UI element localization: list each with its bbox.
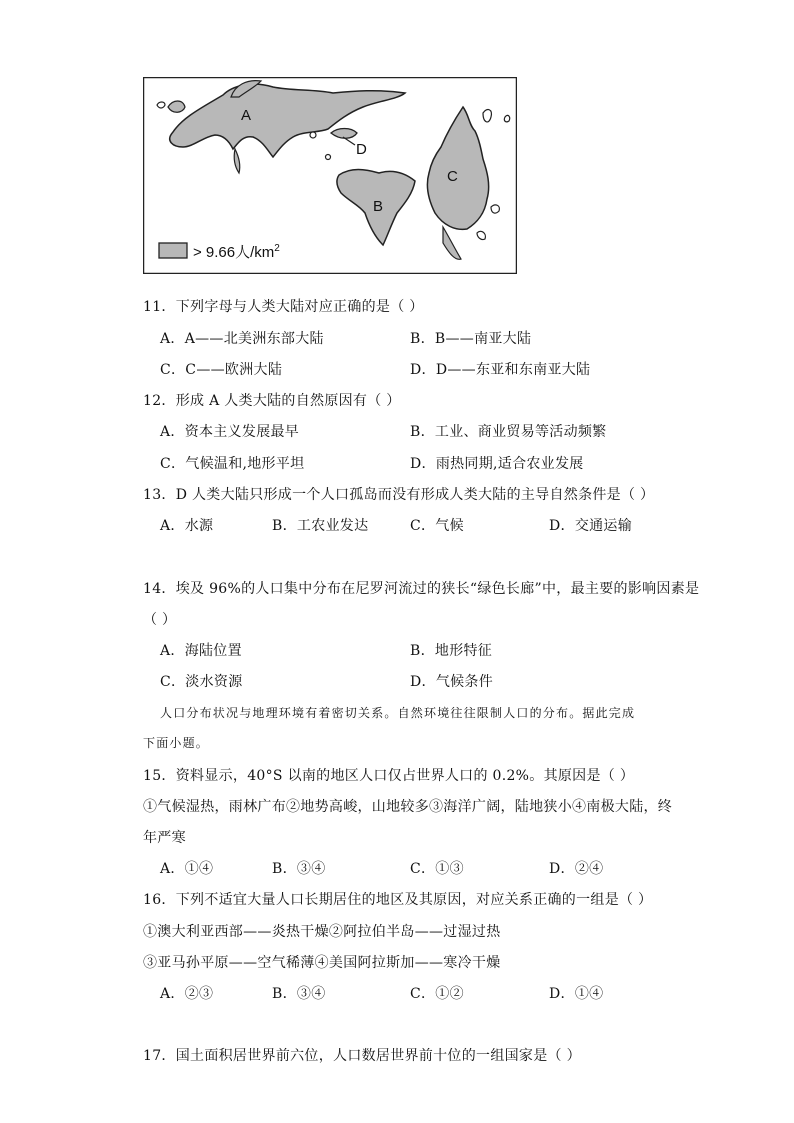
label-b: B: [373, 198, 384, 215]
q15-option-a[interactable]: A．①④: [160, 861, 214, 877]
region-c-island: [483, 110, 491, 122]
small-island: [326, 155, 331, 160]
q16-option-d[interactable]: D．①④: [549, 986, 604, 1002]
q12-option-c[interactable]: C．气候温和,地形平坦: [160, 456, 305, 472]
q14-option-b[interactable]: B．地形特征: [410, 643, 493, 659]
population-map: [143, 77, 517, 274]
legend-label: > 9.66人$/km^2$: [193, 243, 280, 261]
q14-option-c[interactable]: C．淡水资源: [160, 674, 243, 690]
region-c-island-4: [504, 115, 509, 121]
question-13-stem: 13．D 人类大陆只形成一个人口孤岛而没有形成人类大陆的主导自然条件是（ ）: [143, 487, 655, 503]
label-c: C: [447, 168, 458, 185]
legend-swatch: [159, 243, 187, 258]
q15-option-c[interactable]: C．①③: [410, 861, 464, 877]
question-14-stem: 14．埃及 96%的人口集中分布在尼罗河流过的狭长“绿色长廊”中，最主要的影响因素是: [143, 581, 700, 597]
q13-option-c[interactable]: C．气候: [410, 518, 464, 534]
q15-statement-line-2: 年严寒: [143, 830, 186, 846]
q16-option-b[interactable]: B．③④: [272, 986, 326, 1002]
q13-option-a[interactable]: A．水源: [160, 518, 214, 534]
q12-option-b[interactable]: B．工业、商业贸易等活动频繁: [410, 424, 607, 440]
q11-option-b[interactable]: B．B——南亚大陆: [410, 331, 532, 347]
q15-option-b[interactable]: B．③④: [272, 861, 326, 877]
region-c-island-2: [491, 205, 499, 213]
question-15-stem: 15．资料显示，40°S 以南的地区人口仅占世界人口的 0.2%。其原因是（ ）: [143, 768, 635, 784]
question-17-stem: 17．国土面积居世界前六位，人口数居世界前十位的一组国家是（ ）: [143, 1048, 581, 1064]
q11-option-c[interactable]: C．C——欧洲大陆: [160, 362, 283, 378]
question-14-stem-cont: （ ）: [143, 612, 177, 628]
q12-option-d[interactable]: D．雨热同期,适合农业发展: [410, 456, 584, 472]
question-12-stem: 12．形成 A 人类大陆的自然原因有（ ）: [143, 393, 401, 409]
label-d: D: [356, 141, 367, 158]
question-11-stem: 11．下列字母与人类大陆对应正确的是（ ）: [143, 299, 424, 315]
intro-line-1: 人口分布状况与地理环境有着密切关系。自然环境往往限制人口的分布。据此完成: [160, 706, 636, 720]
q16-statement-line-1: ①澳大利亚西部——炎热干燥②阿拉伯半岛——过湿过热: [143, 924, 501, 940]
q11-option-a[interactable]: A．A——北美洲东部大陆: [160, 331, 324, 347]
q11-option-d[interactable]: D．D——东亚和东南亚大陆: [410, 362, 591, 378]
q16-option-a[interactable]: A．②③: [160, 986, 214, 1002]
question-16-stem: 16．下列不适宜大量人口长期居住的地区及其原因，对应关系正确的一组是（ ）: [143, 892, 653, 908]
q16-option-c[interactable]: C．①②: [410, 986, 464, 1002]
q16-statement-line-2: ③亚马孙平原——空气稀薄④美国阿拉斯加——寒冷干燥: [143, 955, 501, 971]
q13-option-d[interactable]: D．交通运输: [549, 518, 633, 534]
label-a: A: [241, 107, 252, 124]
q15-option-d[interactable]: D．②④: [549, 861, 604, 877]
q12-option-a[interactable]: A．资本主义发展最早: [160, 424, 300, 440]
small-island: [310, 132, 316, 138]
q14-option-a[interactable]: A．海陆位置: [160, 643, 242, 659]
intro-line-2: 下面小题。: [143, 736, 210, 750]
q15-statement-line-1: ①气候湿热，雨林广布②地势高峻，山地较多③海洋广阔，陆地狭小④南极大陆，终: [143, 799, 673, 815]
q14-option-d[interactable]: D．气候条件: [410, 674, 494, 690]
q13-option-b[interactable]: B．工农业发达: [272, 518, 369, 534]
region-a-island-2: [157, 102, 165, 108]
